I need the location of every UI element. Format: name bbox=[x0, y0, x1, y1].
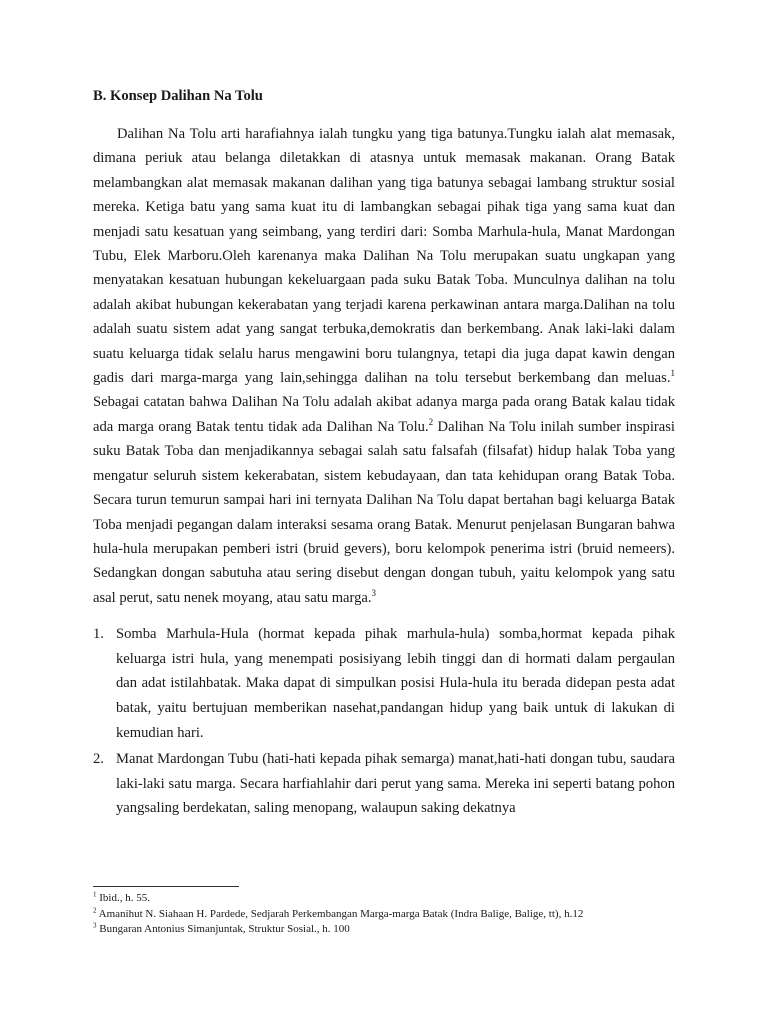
list-item-text: Somba Marhula-Hula (hormat kepada pihak marhula-hula) somba,hormat kepada pihak keluarga istri hula, yang menempati posisiyang lebih tinggi dan di hormati dalam pergaulan dan adat istilahbatak. Maka dapat di simpulkan posisi Hula-hula itu berada didepan pesta adat batak, yaitu bertujuan memberikan nasehat,pandangan hidup yang baik untuk di lakukan di kemudian hari. bbox=[116, 626, 675, 741]
section-heading: B. Konsep Dalihan Na Tolu bbox=[93, 88, 263, 104]
paragraph-part-3: Dalihan Na Tolu inilah sumber inspirasi suku Batak Toba dan menjadikannya sebagai salah satu falsafah (filsafat) hidup halak Toba yang mengatur seluruh sistem kekerabatan, sistem kebudayaan, dan tata kehidupan orang Batak Toba. Secara turun temurun sampai hari ini ternyata Dalihan Na Tolu dapat bertahan bagi keluarga Batak Toba menjadi pegangan dalam interaksi sesama orang Batak. Menurut penjelasan Bungaran bahwa hula-hula merupakan pemberi istri (bruid gevers), boru kelompok penerima istri (bruid nemeers). Sedangkan dongan sabutuha atau sering disebut dengan dongan tubuh, yaitu kelompok yang satu asal perut, satu nenek moyang, atau satu marga. bbox=[93, 418, 675, 606]
footnotes bbox=[93, 891, 693, 938]
footnote-item bbox=[93, 922, 693, 938]
paragraph-part-1: Dalihan Na Tolu arti harafiahnya ialah tungku yang tiga batunya.Tungku ialah alat memasak, dimana periuk atau belanga diletakkan di atasnya untuk memasak makanan. Orang Batak melambangkan alat memasak makanan dalihan yang tiga batunya sebagai lambang struktur sosial mereka. Ketiga batu yang sama kuat itu di lambangkan sebagai pihak tiga yang sama kuat dan menjadi satu kesatuan yang seimbang, yang terdiri dari: Somba Marhula-hula, Manat Mardongan Tubu, Elek Marboru.Oleh karenanya maka Dalihan Na Tolu merupakan suatu ungkapan yang menyatakan kesatuan hubungan kekeluargaan pada suku Batak Toba. Munculnya dalihan na tolu adalah akibat hubungan kekerabatan yang terjadi karena perkawinan antara marga.Dalihan na tolu adalah suatu sistem adat yang sangat terbuka,demokratis dan berkembang. Anak laki-laki dalam suatu keluarga tidak selalu harus mengawini boru tulangnya, tetapi dia juga dapat kawin dengan gadis dari marga-marga yang lain,sehingga dalihan na tolu tersebut berkembang dan meluas. bbox=[93, 126, 675, 387]
footnote-ref-2[interactable]: 2 bbox=[428, 417, 434, 428]
footnote-mark: 2 bbox=[93, 905, 97, 914]
list-item-number: 2. bbox=[93, 751, 104, 768]
footnote-divider bbox=[93, 886, 239, 887]
footnote-mark: 1 bbox=[93, 890, 97, 899]
body-paragraph bbox=[93, 122, 675, 610]
footnote-item bbox=[93, 907, 693, 923]
numbered-list bbox=[93, 622, 675, 821]
footnote-text: Ibid., h. 55. bbox=[96, 892, 150, 904]
list-item-text: Manat Mardongan Tubu (hati-hati kepada pihak semarga) manat,hati-hati dongan tubu, saudara laki-laki satu marga. Secara harfiahlahir dari perut yang sama. Mereka ini seperti batang pohon yangsaling berdekatan, saling menopang, walaupun saking dekatnya bbox=[116, 751, 675, 817]
footnote-text: Amanihut N. Siahaan H. Pardede, Sedjarah Perkembangan Marga-marga Batak (Indra Balige, Balige, tt), h.12 bbox=[96, 907, 584, 920]
footnote-ref-3[interactable]: 3 bbox=[371, 587, 377, 598]
footnote-mark: 3 bbox=[93, 921, 97, 930]
list-item bbox=[93, 622, 675, 745]
list-item bbox=[93, 747, 675, 821]
footnote-text: Bungaran Antonius Simanjuntak, Struktur Sosial., h. 100 bbox=[96, 923, 350, 935]
list-item-number: 1. bbox=[93, 626, 104, 643]
paragraph-part-2: Sebagai catatan bahwa Dalihan Na Tolu adalah akibat adanya marga pada orang Batak kalau tidak ada marga orang Batak tentu tidak ada Dalihan Na Tolu. bbox=[93, 394, 675, 435]
footnote-ref-1[interactable]: 1 bbox=[670, 368, 675, 379]
footnote-item bbox=[93, 891, 693, 907]
document-page bbox=[93, 84, 675, 823]
